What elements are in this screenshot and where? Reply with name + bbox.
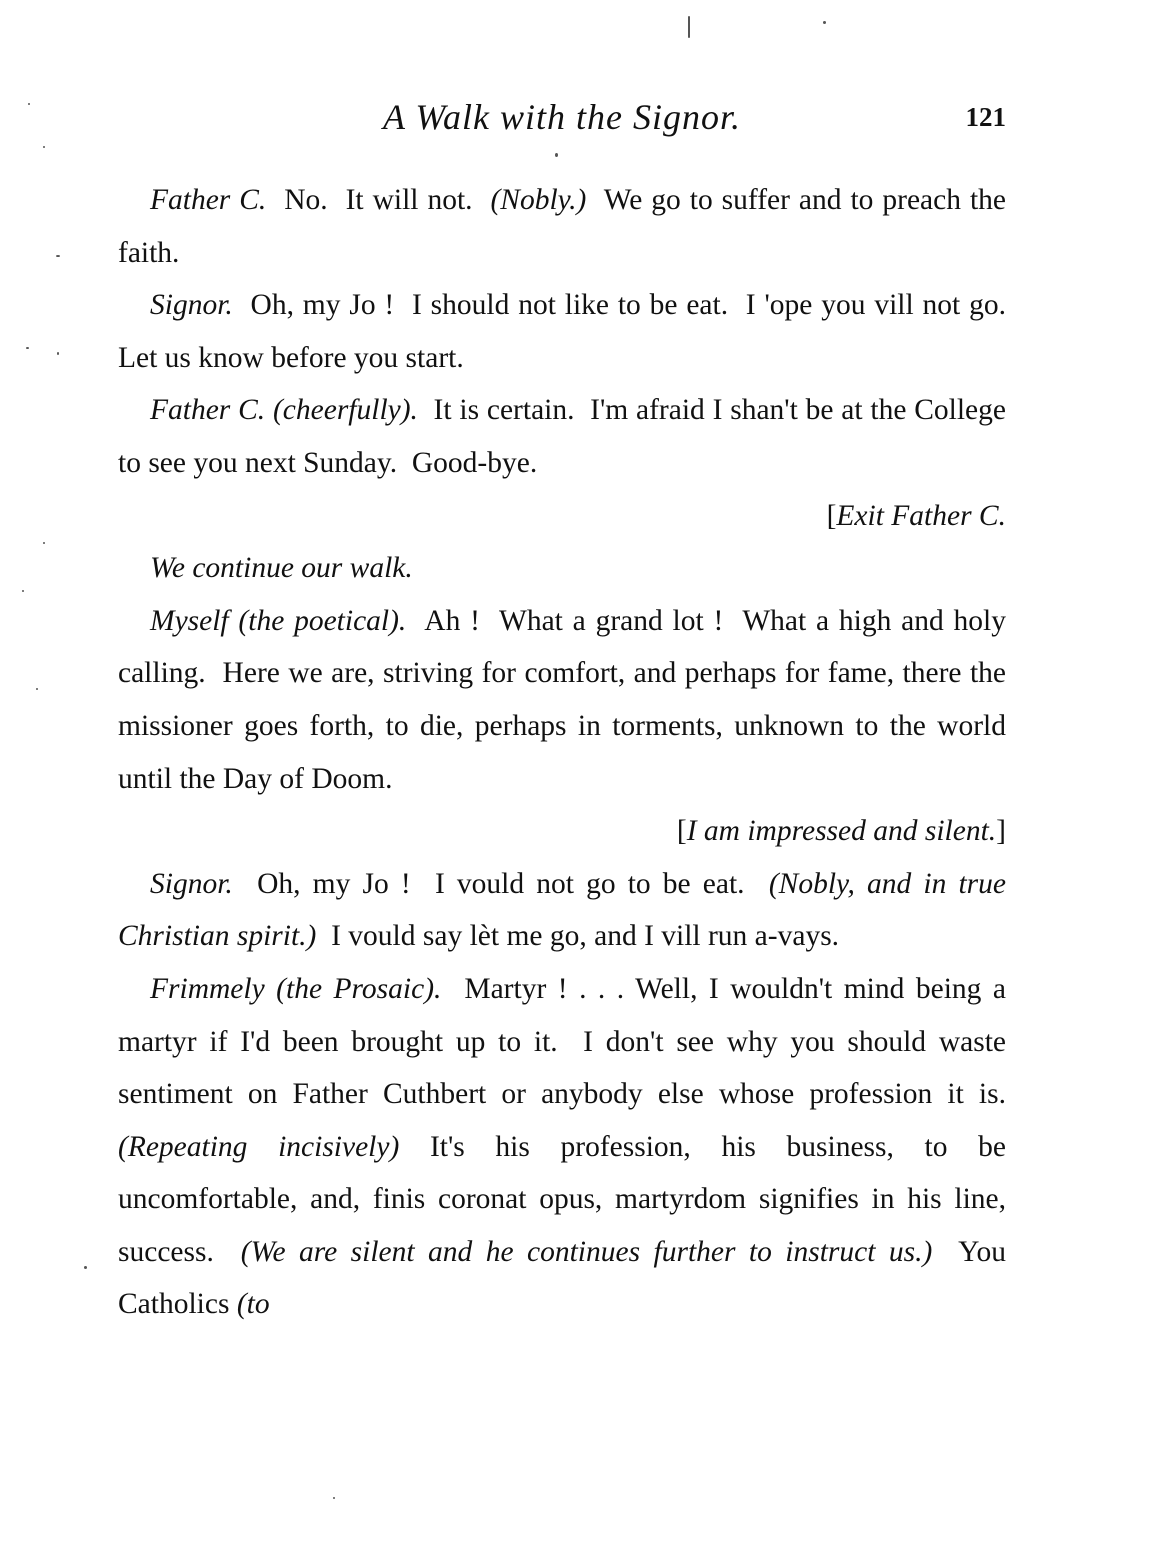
scan-speck bbox=[22, 590, 24, 592]
text-run: You Catholics bbox=[118, 1235, 1014, 1321]
italic-run: I am impressed and silent. bbox=[686, 815, 997, 848]
scan-speck bbox=[688, 16, 690, 38]
italic-run: (to bbox=[236, 1288, 270, 1321]
scan-speck bbox=[57, 352, 59, 355]
text-run: It is certain. I'm afraid I shan't be at the College to see you next Sunday. Good-bye. bbox=[118, 394, 1014, 479]
italic-run: Frimmely (the Prosaic). bbox=[150, 972, 442, 1005]
text-run: [ bbox=[676, 815, 687, 848]
italic-run: Exit Father C. bbox=[836, 499, 1006, 532]
paragraph bbox=[118, 384, 1014, 489]
italic-run: Signor. bbox=[150, 867, 233, 900]
scan-speck bbox=[36, 688, 38, 690]
italic-run: (Nobly, and in true Christian spirit.) bbox=[118, 867, 1014, 953]
scan-speck bbox=[43, 542, 45, 544]
paragraph bbox=[118, 174, 1014, 279]
text-run: It's his profession, his business, to be uncomfortable, and, finis coronat opus, martyrdom signifies in his line, success. bbox=[118, 1130, 1014, 1268]
body-text bbox=[118, 174, 1021, 1331]
italic-run: We continue our walk. bbox=[150, 552, 413, 585]
scan-speck bbox=[333, 1497, 335, 1499]
paragraph bbox=[118, 542, 1006, 595]
stage-direction bbox=[118, 490, 1006, 543]
paragraph bbox=[118, 858, 1014, 963]
text-run: Martyr ! . . . Well, I wouldn't mind being a martyr if I'd been brought up to it. I don't see why you should waste sentiment on Father Cuthbert or anybody else whose profession it is. bbox=[118, 972, 1021, 1111]
text-run: I vould say lèt me go, and I vill run a-vays. bbox=[316, 920, 840, 953]
italic-run: (Nobly.) bbox=[490, 184, 587, 216]
paragraph bbox=[118, 963, 1021, 1331]
scan-speck bbox=[56, 255, 60, 257]
italic-run: Signor. bbox=[150, 289, 233, 322]
text-run: Oh, my Jo ! I vould not go to be eat. bbox=[232, 867, 769, 900]
italic-run: Father C. bbox=[150, 184, 267, 216]
italic-run: (Repeating incisively) bbox=[118, 1130, 400, 1163]
italic-run: Father C. (cheerfully). bbox=[150, 394, 418, 427]
page-header bbox=[118, 96, 1006, 142]
text-run: ] bbox=[996, 815, 1006, 848]
italic-run: Myself (the poetical). bbox=[150, 604, 407, 637]
stage-direction bbox=[118, 805, 1006, 858]
scan-speck bbox=[84, 1266, 87, 1269]
scan-speck bbox=[555, 153, 558, 157]
scan-speck bbox=[43, 146, 45, 148]
scan-speck bbox=[26, 347, 29, 349]
page-number: 121 bbox=[965, 102, 1006, 132]
paragraph bbox=[118, 279, 1021, 384]
text-run: [ bbox=[826, 499, 837, 532]
running-title: A Walk with the Signor. bbox=[382, 97, 742, 137]
text-run: No. It will not. bbox=[266, 184, 491, 216]
paragraph bbox=[118, 595, 1014, 805]
text-run: Ah ! What a grand lot ! What a high and holy calling. Here we are, striving for comfort, and perhaps for fame, there the missioner goes forth, to die, perhaps in torments, unknown to the world until the Day of Doom. bbox=[118, 604, 1014, 795]
scan-speck bbox=[28, 103, 30, 105]
italic-run: (We are silent and he continues further to instruct us.) bbox=[240, 1235, 933, 1268]
text-run: Oh, my Jo ! I should not like to be eat. I 'ope you vill not go. Let us know before you start. bbox=[118, 289, 1021, 374]
scan-speck bbox=[823, 21, 826, 24]
text-run: We go to suffer and to preach the faith. bbox=[118, 184, 1014, 269]
